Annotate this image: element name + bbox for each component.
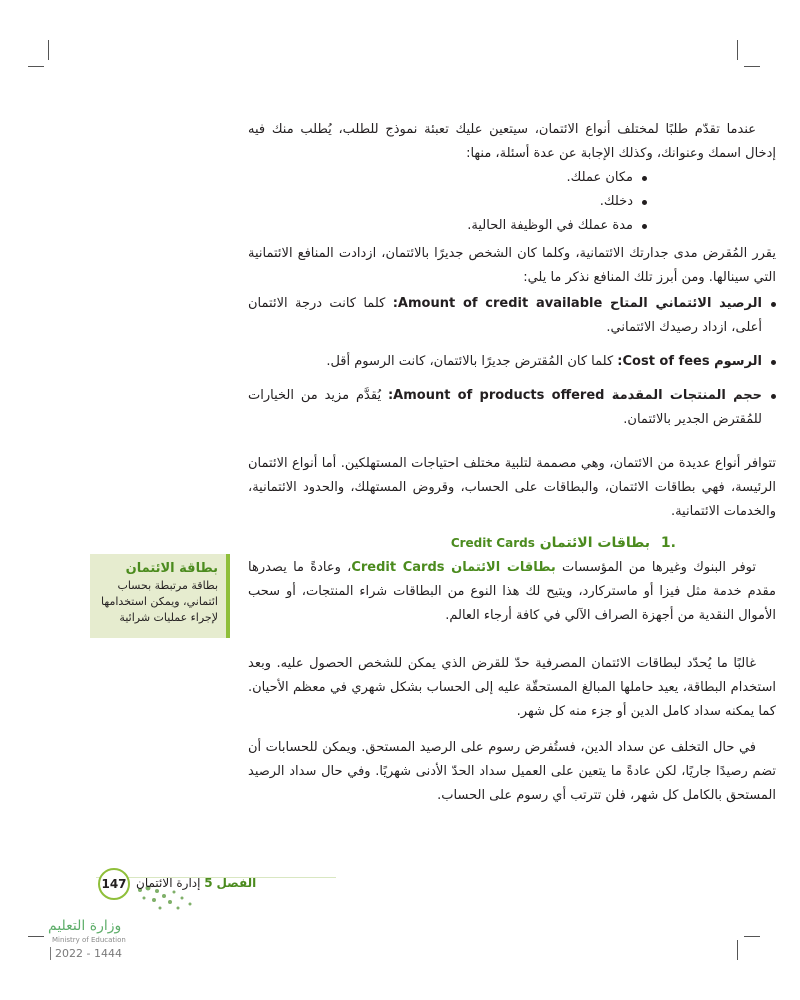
definition: كلما كان المُقترض جديرًا بالائتمان، كانت الرسوم أقل. <box>326 354 618 369</box>
paragraph-text: غالبًا ما يُحدّد لبطاقات الائتمان المصرفية حدّ للقرض الذي يمكن للشخص الحصول عليه. وبعد استخدام البطاقة، يعيد حاملها المبالغ المستحقّة عليه إلى الحساب بشكل شهري في معظم الأحيان. كما يمكنه سداد كامل الدين أو جزء منه كل شهر. <box>248 656 776 719</box>
list-item <box>248 350 776 374</box>
section-title-en: Credit Cards <box>450 536 535 550</box>
list-item: مكان عملك. <box>347 166 647 190</box>
sidebox-title: بطاقة الائتمان <box>125 561 218 576</box>
paragraph-text: يقرر المُقرض مدى جدارتك الائتمانية، وكلما كان الشخص جديرًا بالائتمان، ازدادت المنافع الائتمانية التي سينالها. ومن أبرز تلك المنافع نذكر ما يلي: <box>248 246 776 285</box>
crop-mark <box>737 40 738 60</box>
ministry-logo-subtitle: Ministry of Education <box>52 936 126 944</box>
list-item: دخلك. <box>347 190 647 214</box>
crop-mark <box>744 936 760 937</box>
chapter-title: إدارة الائتمان <box>136 876 201 890</box>
text-run: ، وعادةً ما يصدرها مقدم خدمة مثل فيزا أو ماستركارد، ويتيح لك هذا النوع من البطاقات شراء المنتجات، أو سحب الأموال النقدية من أجهزة الصراف الآلي في كافة أرجاء العالم. <box>248 560 776 623</box>
text-run: توفر البنوك وغيرها من المؤسسات <box>555 560 756 575</box>
credit-limit-paragraph <box>248 652 776 724</box>
paragraph-text <box>248 556 776 628</box>
benefits-list <box>248 292 776 442</box>
credit-types-paragraph <box>248 452 776 524</box>
definition: كلما كانت درجة الائتمان أعلى، ازداد رصيدك الائتماني. <box>248 296 762 335</box>
chapter-label <box>136 876 256 890</box>
paragraph-text: في حال التخلف عن سداد الدين، فستُفرض رسوم على الرصيد المستحق. ويمكن للحسابات أن تضم رصيدًا جاريًا، لكن عادةً ما يتعين على العميل سداد الحدّ الأدنى شهريًا. وفي حال سداد الرصيد المستحق بالكامل كل شهر، فلن تترتب أي رسوم على الحساب. <box>248 740 776 803</box>
crop-mark <box>48 40 49 60</box>
ministry-logo-text: وزارة التعليم <box>48 918 122 934</box>
credit-cards-paragraph <box>248 556 776 628</box>
intro-text: عندما تقدّم طلبًا لمختلف أنواع الائتمان، سيتعين عليك تعبئة نموذج للطلب، يُطلب منك فيه إدخال اسمك وعنوانك، وكذلك الإجابة عن عدة أسئلة، منها: <box>248 122 776 161</box>
list-item: مدة عملك في الوظيفة الحالية. <box>347 214 647 238</box>
creditworthiness-paragraph <box>248 242 776 290</box>
form-questions-list <box>347 166 647 238</box>
term: حجم المنتجات المقدمة Amount of products offered: <box>387 388 763 403</box>
crop-mark <box>737 940 738 960</box>
chapter-word: الفصل <box>216 876 257 890</box>
definition-sidebox <box>90 554 230 638</box>
sidebox-body: بطاقة مرتبطة بحساب ائتماني، ويمكن استخدامها لإجراء عمليات شرائية <box>101 579 218 624</box>
list-item <box>248 384 776 432</box>
page-number: 147 <box>98 868 130 900</box>
paragraph-text: تتوافر أنواع عديدة من الائتمان، وهي مصممة لتلبية مختلف احتياجات المستهلكين. أما أنواع الائتمان الرئيسة، فهي بطاقات الائتمان، والبطاقات على الحساب، وقروض المستهلك، والحدود الائتمانية، والخدمات الائتمانية. <box>248 456 776 519</box>
chapter-number: 5 <box>204 876 213 890</box>
term: الرسوم Cost of fees: <box>617 354 762 369</box>
crop-mark <box>28 936 44 937</box>
term: الرصيد الائتماني المتاح Amount of credit available: <box>392 296 762 311</box>
section-heading <box>447 535 676 551</box>
section-title-ar: بطاقات الائتمان <box>539 535 651 551</box>
section-number: .1 <box>660 535 676 551</box>
intro-paragraph <box>248 118 776 166</box>
crop-mark <box>744 66 760 67</box>
highlight-term: بطاقات الائتمان Credit Cards <box>351 560 556 575</box>
crop-mark <box>28 66 44 67</box>
edition-year: 2022 - 1444 <box>50 947 122 960</box>
list-item <box>248 292 776 340</box>
definition: يُقدَّم مزيد من الخيارات للمُقترض الجدير بالائتمان. <box>248 388 762 427</box>
late-payment-paragraph <box>248 736 776 808</box>
